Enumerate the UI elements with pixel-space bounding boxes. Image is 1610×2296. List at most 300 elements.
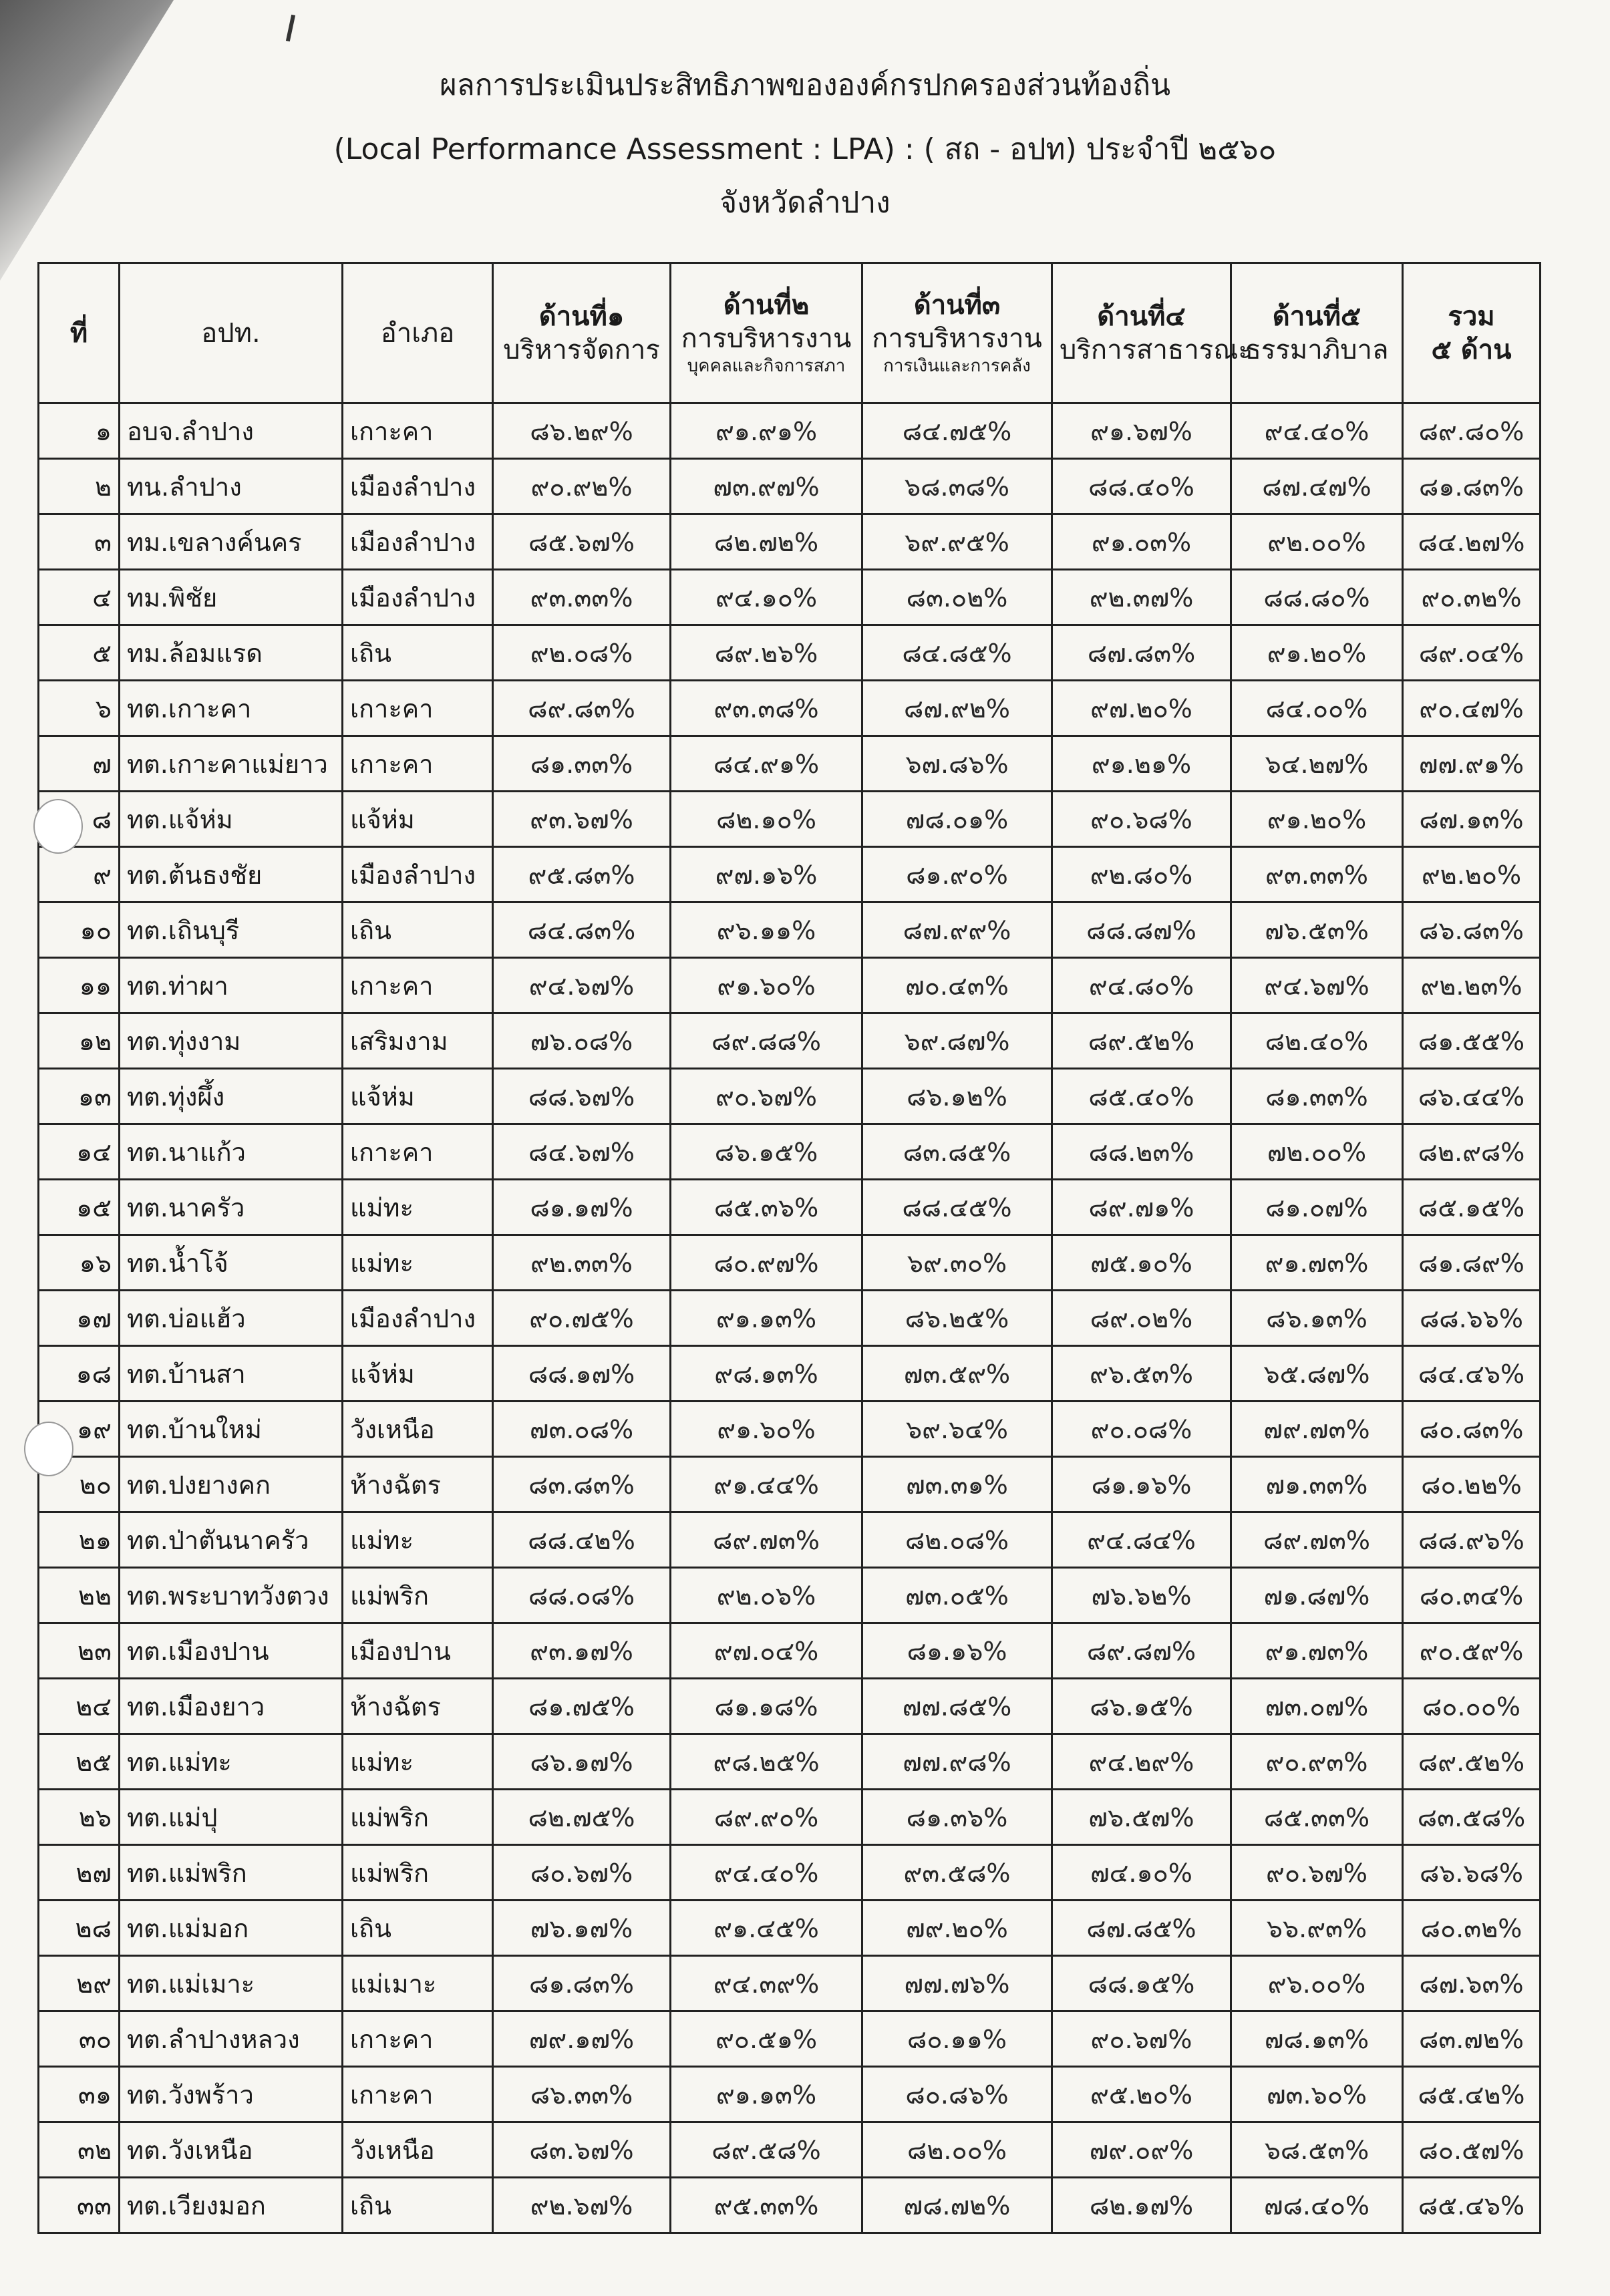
score-d2: ๙๗.๐๔%	[671, 1623, 862, 1679]
score-d5: ๘๔.๐๐%	[1231, 681, 1403, 736]
score-d2: ๙๖.๑๑%	[671, 903, 862, 958]
score-d3: ๘๐.๑๑%	[862, 2011, 1052, 2067]
score-d2: ๙๑.๖๐%	[671, 1402, 862, 1457]
score-total: ๘๕.๔๒%	[1403, 2067, 1541, 2122]
row-number: ๑๒	[39, 1013, 120, 1069]
row-number: ๓๓	[39, 2178, 120, 2233]
score-d3: ๘๑.๙๐%	[862, 847, 1052, 903]
table-row	[39, 1457, 1541, 1512]
score-d5: ๙๖.๐๐%	[1231, 1956, 1403, 2011]
district-name: แม่ทะ	[343, 1180, 493, 1235]
score-d3: ๘๗.๙๒%	[862, 681, 1052, 736]
org-name: ทต.นาครัว	[120, 1180, 343, 1235]
table-row	[39, 403, 1541, 459]
score-d1: ๗๖.๐๘%	[493, 1013, 671, 1069]
score-d4: ๘๘.๑๕%	[1052, 1956, 1231, 2011]
score-d4: ๘๙.๕๒%	[1052, 1013, 1231, 1069]
score-d4: ๙๕.๒๐%	[1052, 2067, 1231, 2122]
table-row	[39, 2178, 1541, 2233]
score-d1: ๘๕.๖๗%	[493, 514, 671, 570]
score-d3: ๗๐.๔๓%	[862, 958, 1052, 1013]
score-total: ๗๗.๙๑%	[1403, 736, 1541, 792]
district-name: แจ้ห่ม	[343, 792, 493, 847]
table-body	[39, 403, 1541, 2233]
score-total: ๘๐.๒๒%	[1403, 1457, 1541, 1512]
table-row	[39, 459, 1541, 514]
score-d4: ๗๖.๖๒%	[1052, 1568, 1231, 1623]
score-d3: ๘๘.๔๕%	[862, 1180, 1052, 1235]
score-total: ๘๔.๔๖%	[1403, 1346, 1541, 1402]
score-d4: ๘๘.๔๐%	[1052, 459, 1231, 514]
score-total: ๘๙.๘๐%	[1403, 403, 1541, 459]
score-d2: ๙๐.๖๗%	[671, 1069, 862, 1124]
score-d5: ๗๓.๐๗%	[1231, 1679, 1403, 1734]
district-name: เกาะคา	[343, 958, 493, 1013]
score-d1: ๘๔.๖๗%	[493, 1124, 671, 1180]
district-name: เถิน	[343, 2178, 493, 2233]
title-line-1: ผลการประเมินประสิทธิภาพขององค์กรปกครองส่วนท้องถิ่น	[439, 68, 1171, 102]
header-total: รวม ๕ ด้าน	[1403, 263, 1541, 403]
score-d1: ๙๕.๘๓%	[493, 847, 671, 903]
score-d5: ๗๖.๕๓%	[1231, 903, 1403, 958]
score-d3: ๗๙.๒๐%	[862, 1901, 1052, 1956]
score-d4: ๘๙.๗๑%	[1052, 1180, 1231, 1235]
score-total: ๘๗.๑๓%	[1403, 792, 1541, 847]
org-name: ทต.ทุ่งผึ้ง	[120, 1069, 343, 1124]
score-d5: ๙๐.๖๗%	[1231, 1845, 1403, 1901]
score-d3: ๙๓.๕๘%	[862, 1845, 1052, 1901]
score-d3: ๘๖.๑๒%	[862, 1069, 1052, 1124]
score-d1: ๘๘.๔๒%	[493, 1512, 671, 1568]
score-d3: ๘๑.๓๖%	[862, 1790, 1052, 1845]
score-d2: ๘๒.๗๒%	[671, 514, 862, 570]
score-d4: ๙๐.๖๗%	[1052, 2011, 1231, 2067]
district-name: เถิน	[343, 625, 493, 681]
score-d5: ๗๑.๘๗%	[1231, 1568, 1403, 1623]
score-d1: ๙๓.๑๗%	[493, 1623, 671, 1679]
score-d5: ๙๑.๗๓%	[1231, 1623, 1403, 1679]
score-d1: ๘๑.๗๕%	[493, 1679, 671, 1734]
score-d3: ๘๖.๒๕%	[862, 1291, 1052, 1346]
score-d1: ๙๒.๓๓%	[493, 1235, 671, 1291]
score-d1: ๘๙.๘๓%	[493, 681, 671, 736]
score-d4: ๙๔.๘๔%	[1052, 1512, 1231, 1568]
district-name: เมืองลำปาง	[343, 459, 493, 514]
score-d3: ๖๙.๓๐%	[862, 1235, 1052, 1291]
score-d5: ๘๙.๗๓%	[1231, 1512, 1403, 1568]
score-d3: ๘๓.๐๒%	[862, 570, 1052, 625]
score-d3: ๗๓.๕๙%	[862, 1346, 1052, 1402]
score-d1: ๙๔.๖๗%	[493, 958, 671, 1013]
score-d1: ๙๒.๖๗%	[493, 2178, 671, 2233]
district-name: แจ้ห่ม	[343, 1069, 493, 1124]
score-d3: ๘๓.๘๕%	[862, 1124, 1052, 1180]
district-name: เกาะคา	[343, 1124, 493, 1180]
header-d5: ด้านที่๕ ธรรมาภิบาล	[1231, 263, 1403, 403]
score-d2: ๙๑.๑๓%	[671, 2067, 862, 2122]
score-d5: ๗๓.๖๐%	[1231, 2067, 1403, 2122]
score-d1: ๘๑.๓๓%	[493, 736, 671, 792]
score-total: ๘๐.๘๓%	[1403, 1402, 1541, 1457]
org-name: ทต.เกาะคาแม่ยาว	[120, 736, 343, 792]
district-name: เกาะคา	[343, 2067, 493, 2122]
org-name: ทต.ต้นธงชัย	[120, 847, 343, 903]
table-row	[39, 1901, 1541, 1956]
district-name: แม่เมาะ	[343, 1956, 493, 2011]
table-row	[39, 903, 1541, 958]
score-d2: ๙๔.๑๐%	[671, 570, 862, 625]
row-number: ๑๘	[39, 1346, 120, 1402]
score-d2: ๙๔.๔๐%	[671, 1845, 862, 1901]
score-d1: ๘๑.๑๗%	[493, 1180, 671, 1235]
score-d1: ๘๘.๐๘%	[493, 1568, 671, 1623]
score-total: ๙๐.๓๒%	[1403, 570, 1541, 625]
punch-hole	[33, 799, 83, 854]
row-number: ๑	[39, 403, 120, 459]
punch-hole	[24, 1422, 73, 1476]
org-name: ทต.เมืองปาน	[120, 1623, 343, 1679]
score-d4: ๙๑.๖๗%	[1052, 403, 1231, 459]
title-line-2: (Local Performance Assessment : LPA) : ( สถ - อปท) ประจำปี ๒๕๖๐	[333, 132, 1277, 166]
table-row	[39, 1623, 1541, 1679]
district-name: เมืองลำปาง	[343, 514, 493, 570]
district-name: เกาะคา	[343, 736, 493, 792]
title-line-3: จังหวัดลำปาง	[719, 186, 891, 220]
row-number: ๑๐	[39, 903, 120, 958]
score-d2: ๙๑.๑๓%	[671, 1291, 862, 1346]
score-d4: ๙๔.๒๙%	[1052, 1734, 1231, 1790]
score-d2: ๙๑.๙๑%	[671, 403, 862, 459]
org-name: ทม.เขลางค์นคร	[120, 514, 343, 570]
score-d2: ๙๑.๔๔%	[671, 1457, 862, 1512]
table-row	[39, 1679, 1541, 1734]
district-name: วังเหนือ	[343, 2122, 493, 2178]
score-d3: ๘๔.๗๕%	[862, 403, 1052, 459]
row-number: ๒	[39, 459, 120, 514]
org-name: ทต.บ่อแฮ้ว	[120, 1291, 343, 1346]
score-d5: ๖๘.๕๓%	[1231, 2122, 1403, 2178]
row-number: ๒๘	[39, 1901, 120, 1956]
score-d5: ๗๒.๐๐%	[1231, 1124, 1403, 1180]
score-d4: ๘๙.๐๒%	[1052, 1291, 1231, 1346]
row-number: ๗	[39, 736, 120, 792]
score-d4: ๘๙.๘๗%	[1052, 1623, 1231, 1679]
score-d5: ๘๗.๔๗%	[1231, 459, 1403, 514]
table-row	[39, 1180, 1541, 1235]
row-number: ๓	[39, 514, 120, 570]
score-d5: ๙๔.๖๗%	[1231, 958, 1403, 1013]
row-number: ๕	[39, 625, 120, 681]
org-name: ทต.แม่มอก	[120, 1901, 343, 1956]
score-d3: ๗๓.๓๑%	[862, 1457, 1052, 1512]
score-d2: ๘๖.๑๕%	[671, 1124, 862, 1180]
row-number: ๒๕	[39, 1734, 120, 1790]
score-d5: ๘๕.๓๓%	[1231, 1790, 1403, 1845]
row-number: ๒๖	[39, 1790, 120, 1845]
table-row	[39, 1790, 1541, 1845]
score-d2: ๘๙.๘๘%	[671, 1013, 862, 1069]
score-d4: ๙๗.๒๐%	[1052, 681, 1231, 736]
score-d1: ๘๘.๑๗%	[493, 1346, 671, 1402]
score-d4: ๙๐.๖๘%	[1052, 792, 1231, 847]
score-d2: ๗๓.๙๗%	[671, 459, 862, 514]
score-total: ๘๕.๑๕%	[1403, 1180, 1541, 1235]
score-d3: ๖๙.๘๗%	[862, 1013, 1052, 1069]
org-name: ทต.เถินบุรี	[120, 903, 343, 958]
score-d1: ๘๖.๒๙%	[493, 403, 671, 459]
score-d4: ๘๕.๔๐%	[1052, 1069, 1231, 1124]
district-name: แม่ทะ	[343, 1734, 493, 1790]
table-row	[39, 1734, 1541, 1790]
score-d2: ๙๒.๐๖%	[671, 1568, 862, 1623]
score-d2: ๙๑.๔๕%	[671, 1901, 862, 1956]
district-name: แม่พริก	[343, 1568, 493, 1623]
score-d4: ๙๑.๐๓%	[1052, 514, 1231, 570]
district-name: แม่ทะ	[343, 1512, 493, 1568]
score-d5: ๙๑.๒๐%	[1231, 625, 1403, 681]
score-d4: ๗๙.๐๙%	[1052, 2122, 1231, 2178]
row-number: ๒๙	[39, 1956, 120, 2011]
org-name: ทต.น้ำโจ้	[120, 1235, 343, 1291]
district-name: เมืองลำปาง	[343, 847, 493, 903]
score-d3: ๗๗.๙๘%	[862, 1734, 1052, 1790]
score-total: ๘๙.๐๔%	[1403, 625, 1541, 681]
score-total: ๘๐.๐๐%	[1403, 1679, 1541, 1734]
org-name: ทต.แม่เมาะ	[120, 1956, 343, 2011]
score-d2: ๘๙.๙๐%	[671, 1790, 862, 1845]
org-name: ทต.เกาะคา	[120, 681, 343, 736]
header-d4: ด้านที่๔ บริการสาธารณะ	[1052, 263, 1231, 403]
district-name: แม่พริก	[343, 1845, 493, 1901]
pen-tick-mark	[286, 15, 295, 41]
score-d4: ๘๗.๘๕%	[1052, 1901, 1231, 1956]
score-d1: ๘๔.๘๓%	[493, 903, 671, 958]
score-d1: ๙๐.๙๒%	[493, 459, 671, 514]
score-d3: ๖๙.๖๔%	[862, 1402, 1052, 1457]
score-d4: ๘๘.๒๓%	[1052, 1124, 1231, 1180]
score-d5: ๙๑.๒๐%	[1231, 792, 1403, 847]
score-d4: ๘๑.๑๖%	[1052, 1457, 1231, 1512]
header-d1: ด้านที่๑ บริหารจัดการ	[493, 263, 671, 403]
score-d4: ๘๗.๘๓%	[1052, 625, 1231, 681]
header-no: ที่	[39, 263, 120, 403]
score-d2: ๙๘.๑๓%	[671, 1346, 862, 1402]
org-name: ทต.นาแก้ว	[120, 1124, 343, 1180]
row-number: ๒๓	[39, 1623, 120, 1679]
row-number: ๑๑	[39, 958, 120, 1013]
score-d2: ๙๓.๓๘%	[671, 681, 862, 736]
org-name: ทน.ลำปาง	[120, 459, 343, 514]
score-d5: ๘๖.๑๓%	[1231, 1291, 1403, 1346]
table-row	[39, 514, 1541, 570]
row-number: ๒๗	[39, 1845, 120, 1901]
org-name: ทต.วังเหนือ	[120, 2122, 343, 2178]
district-name: เกาะคา	[343, 681, 493, 736]
score-d5: ๙๒.๐๐%	[1231, 514, 1403, 570]
row-number: ๑๙	[39, 1402, 120, 1457]
score-d4: ๙๒.๘๐%	[1052, 847, 1231, 903]
score-d2: ๙๑.๖๐%	[671, 958, 862, 1013]
score-d3: ๘๗.๙๙%	[862, 903, 1052, 958]
score-d3: ๗๘.๗๒%	[862, 2178, 1052, 2233]
district-name: วังเหนือ	[343, 1402, 493, 1457]
district-name: แม่ทะ	[343, 1235, 493, 1291]
org-name: ทม.พิชัย	[120, 570, 343, 625]
score-total: ๘๑.๕๕%	[1403, 1013, 1541, 1069]
score-d3: ๘๒.๐๐%	[862, 2122, 1052, 2178]
score-total: ๘๐.๓๔%	[1403, 1568, 1541, 1623]
table-row	[39, 958, 1541, 1013]
table-row	[39, 681, 1541, 736]
table-row	[39, 625, 1541, 681]
org-name: ทต.เวียงมอก	[120, 2178, 343, 2233]
score-d1: ๙๐.๗๕%	[493, 1291, 671, 1346]
score-d4: ๙๑.๒๑%	[1052, 736, 1231, 792]
row-number: ๑๖	[39, 1235, 120, 1291]
table-row	[39, 1291, 1541, 1346]
table-row	[39, 847, 1541, 903]
score-d2: ๙๘.๒๕%	[671, 1734, 862, 1790]
score-d5: ๗๑.๓๓%	[1231, 1457, 1403, 1512]
district-name: เกาะคา	[343, 2011, 493, 2067]
table-row	[39, 1956, 1541, 2011]
score-d1: ๘๘.๖๗%	[493, 1069, 671, 1124]
score-d2: ๘๐.๙๗%	[671, 1235, 862, 1291]
score-d5: ๖๔.๒๗%	[1231, 736, 1403, 792]
row-number: ๒๑	[39, 1512, 120, 1568]
score-d1: ๗๓.๐๘%	[493, 1402, 671, 1457]
score-total: ๘๒.๙๘%	[1403, 1124, 1541, 1180]
score-d3: ๗๗.๘๕%	[862, 1679, 1052, 1734]
score-d1: ๘๖.๑๗%	[493, 1734, 671, 1790]
score-total: ๘๔.๒๗%	[1403, 514, 1541, 570]
score-total: ๘๐.๓๒%	[1403, 1901, 1541, 1956]
row-number: ๙	[39, 847, 120, 903]
score-d5: ๗๙.๗๓%	[1231, 1402, 1403, 1457]
table-row	[39, 792, 1541, 847]
district-name: เสริมงาม	[343, 1013, 493, 1069]
score-d4: ๘๖.๑๕%	[1052, 1679, 1231, 1734]
score-d3: ๗๓.๐๕%	[862, 1568, 1052, 1623]
row-number: ๓๒	[39, 2122, 120, 2178]
score-total: ๙๐.๔๗%	[1403, 681, 1541, 736]
row-number: ๒๐	[39, 1457, 120, 1512]
row-number: ๓๐	[39, 2011, 120, 2067]
score-d4: ๗๔.๑๐%	[1052, 1845, 1231, 1901]
header-district: อำเภอ	[343, 263, 493, 403]
district-name: เมืองลำปาง	[343, 1291, 493, 1346]
score-d3: ๘๐.๘๖%	[862, 2067, 1052, 2122]
score-total: ๘๖.๘๓%	[1403, 903, 1541, 958]
table-row	[39, 1124, 1541, 1180]
score-d2: ๘๙.๒๖%	[671, 625, 862, 681]
org-name: ทต.พระบาทวังตวง	[120, 1568, 343, 1623]
score-total: ๙๐.๕๙%	[1403, 1623, 1541, 1679]
score-d2: ๘๙.๕๘%	[671, 2122, 862, 2178]
score-d3: ๘๒.๐๘%	[862, 1512, 1052, 1568]
score-d1: ๗๙.๑๗%	[493, 2011, 671, 2067]
score-d4: ๘๘.๘๗%	[1052, 903, 1231, 958]
score-total: ๘๐.๕๗%	[1403, 2122, 1541, 2178]
district-name: ห้างฉัตร	[343, 1457, 493, 1512]
score-d3: ๖๗.๘๖%	[862, 736, 1052, 792]
score-d5: ๘๑.๓๓%	[1231, 1069, 1403, 1124]
row-number: ๑๗	[39, 1291, 120, 1346]
score-d4: ๘๒.๑๗%	[1052, 2178, 1231, 2233]
table-row	[39, 2122, 1541, 2178]
row-number: ๑๕	[39, 1180, 120, 1235]
score-d4: ๗๕.๑๐%	[1052, 1235, 1231, 1291]
table-row	[39, 2011, 1541, 2067]
score-d1: ๗๖.๑๗%	[493, 1901, 671, 1956]
district-name: แม่พริก	[343, 1790, 493, 1845]
score-d4: ๙๒.๓๗%	[1052, 570, 1231, 625]
org-name: ทต.ท่าผา	[120, 958, 343, 1013]
score-d3: ๘๔.๘๕%	[862, 625, 1052, 681]
org-name: ทต.บ้านใหม่	[120, 1402, 343, 1457]
score-d5: ๖๖.๙๓%	[1231, 1901, 1403, 1956]
score-d1: ๘๓.๘๓%	[493, 1457, 671, 1512]
score-d5: ๖๕.๘๗%	[1231, 1346, 1403, 1402]
org-name: อบจ.ลำปาง	[120, 403, 343, 459]
score-d5: ๘๒.๔๐%	[1231, 1013, 1403, 1069]
org-name: ทต.เมืองยาว	[120, 1679, 343, 1734]
district-name: เถิน	[343, 903, 493, 958]
score-d3: ๖๘.๓๘%	[862, 459, 1052, 514]
score-d3: ๖๙.๙๕%	[862, 514, 1052, 570]
score-total: ๘๓.๗๒%	[1403, 2011, 1541, 2067]
score-d5: ๙๓.๓๓%	[1231, 847, 1403, 903]
row-number: ๒๒	[39, 1568, 120, 1623]
table-row	[39, 2067, 1541, 2122]
score-d5: ๗๘.๑๓%	[1231, 2011, 1403, 2067]
district-name: เถิน	[343, 1901, 493, 1956]
org-name: ทต.วังพร้าว	[120, 2067, 343, 2122]
score-d2: ๘๙.๗๓%	[671, 1512, 862, 1568]
score-d2: ๘๕.๓๖%	[671, 1180, 862, 1235]
org-name: ทต.แม่พริก	[120, 1845, 343, 1901]
table-row	[39, 1069, 1541, 1124]
score-d5: ๘๑.๐๗%	[1231, 1180, 1403, 1235]
row-number: ๓๑	[39, 2067, 120, 2122]
score-d2: ๙๔.๓๙%	[671, 1956, 862, 2011]
district-name: ห้างฉัตร	[343, 1679, 493, 1734]
row-number: ๑๓	[39, 1069, 120, 1124]
score-d1: ๙๓.๖๗%	[493, 792, 671, 847]
score-d2: ๘๑.๑๘%	[671, 1679, 862, 1734]
table-row	[39, 736, 1541, 792]
row-number: ๖	[39, 681, 120, 736]
score-d2: ๙๕.๓๓%	[671, 2178, 862, 2233]
org-name: ทต.แจ้ห่ม	[120, 792, 343, 847]
score-d4: ๙๔.๘๐%	[1052, 958, 1231, 1013]
score-d2: ๙๐.๕๑%	[671, 2011, 862, 2067]
score-d5: ๙๐.๙๓%	[1231, 1734, 1403, 1790]
table-row	[39, 570, 1541, 625]
score-d1: ๘๐.๖๗%	[493, 1845, 671, 1901]
org-name: ทต.แม่ทะ	[120, 1734, 343, 1790]
score-total: ๙๒.๒๐%	[1403, 847, 1541, 903]
score-d2: ๘๒.๑๐%	[671, 792, 862, 847]
table-row	[39, 1235, 1541, 1291]
score-d1: ๘๓.๖๗%	[493, 2122, 671, 2178]
header-org: อปท.	[120, 263, 343, 403]
header-row	[39, 263, 1541, 403]
table-row	[39, 1013, 1541, 1069]
row-number: ๔	[39, 570, 120, 625]
score-total: ๘๑.๘๙%	[1403, 1235, 1541, 1291]
row-number: ๘	[39, 792, 120, 847]
